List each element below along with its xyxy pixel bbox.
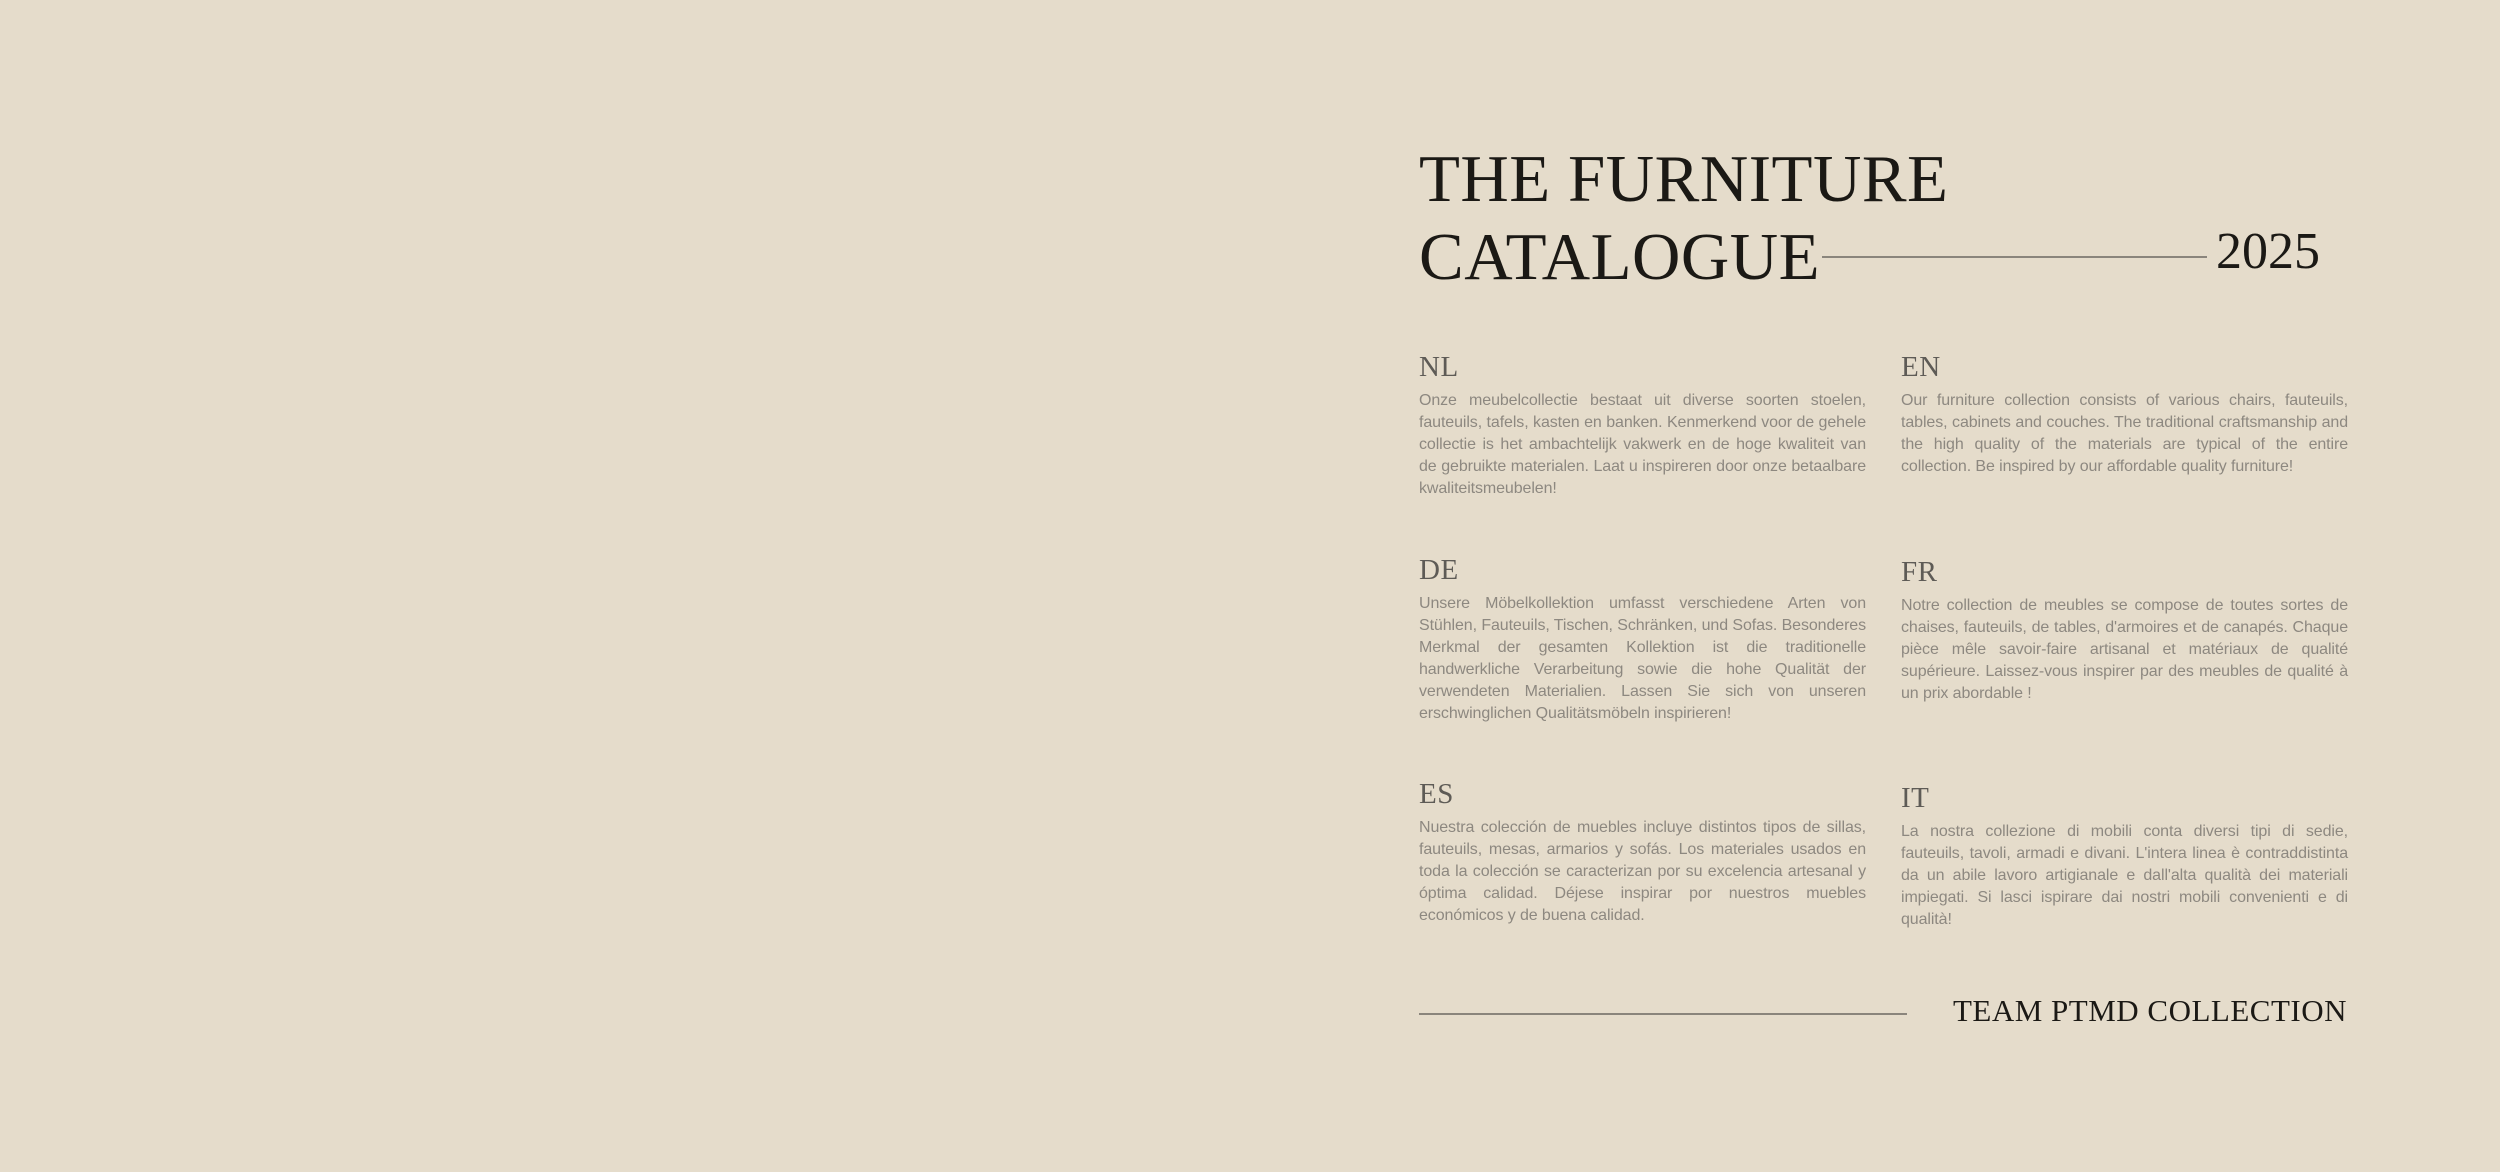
language-description: Our furniture collection consists of various chairs, fauteuils, tables, cabinets and couches. The traditional craftsmanship and the high quality of the materials are typical of the entire collection. Be inspired by our affordable quality furniture! bbox=[1901, 392, 2348, 475]
language-code: FR bbox=[1901, 556, 1938, 588]
language-block-nl bbox=[1419, 350, 1866, 500]
title-line-2: CATALOGUE bbox=[1419, 220, 1821, 294]
title-divider bbox=[1822, 256, 2207, 258]
language-code: EN bbox=[1901, 351, 1941, 383]
footer-divider bbox=[1419, 1013, 1907, 1015]
language-block-fr bbox=[1901, 555, 2348, 705]
catalogue-title bbox=[1419, 140, 1948, 296]
language-description: La nostra collezione di mobili conta diversi tipi di sedie, fauteuils, tavoli, armadi e divani. L'intera linea è contraddistinta da un abile lavoro artigianale e dall'alta qualità dei materiali impiegati. Si lasci ispirare dai nostri mobili convenienti e di qualità! bbox=[1901, 823, 2348, 928]
language-block-en bbox=[1901, 350, 2348, 478]
title-line-1: THE FURNITURE bbox=[1419, 142, 1949, 216]
language-code: NL bbox=[1419, 351, 1459, 383]
language-code: ES bbox=[1419, 778, 1454, 810]
language-code: IT bbox=[1901, 782, 1930, 814]
language-description: Notre collection de meubles se compose de toutes sortes de chaises, fauteuils, de tables, d'armoires et de canapés. Chaque pièce mêle savoir-faire artisanal et matériaux de qualité supérieure. Laissez-vous inspirer par des meubles de qualité à un prix abordable ! bbox=[1901, 597, 2348, 702]
language-description: Onze meubelcollectie bestaat uit diverse soorten stoelen, fauteuils, tafels, kasten en banken. Kenmerkend voor de gehele collectie is het ambachtelijk vakwerk en de hoge kwaliteit van de gebruikte materialen. Laat u inspireren door onze betaalbare kwaliteitsmeubelen! bbox=[1419, 392, 1866, 497]
language-description: Unsere Möbelkollektion umfasst verschiedene Arten von Stühlen, Fauteuils, Tischen, Schränken, und Sofas. Besonderes Merkmal der gesamten Kollektion ist die traditionelle handwerkliche Verarbeitung sowie die hohe Qualität der verwendeten Materialien. Lassen Sie sich von unseren erschwinglichen Qualitätsmöbeln inspirieren! bbox=[1419, 595, 1866, 722]
language-description: Nuestra colección de muebles incluye distintos tipos de sillas, fauteuils, mesas, armarios y sofás. Los materiales usados en toda la colección se caracterizan por su excelencia artesanal y óptima calidad. Déjese inspirar por nuestros muebles económicos y de buena calidad. bbox=[1419, 819, 1866, 924]
language-code: DE bbox=[1419, 554, 1459, 586]
catalogue-year: 2025 bbox=[2216, 223, 2320, 280]
language-block-it bbox=[1901, 781, 2348, 931]
footer-signature: TEAM PTMD COLLECTION bbox=[1952, 993, 2347, 1028]
language-block-de bbox=[1419, 553, 1866, 725]
language-block-es bbox=[1419, 777, 1866, 927]
